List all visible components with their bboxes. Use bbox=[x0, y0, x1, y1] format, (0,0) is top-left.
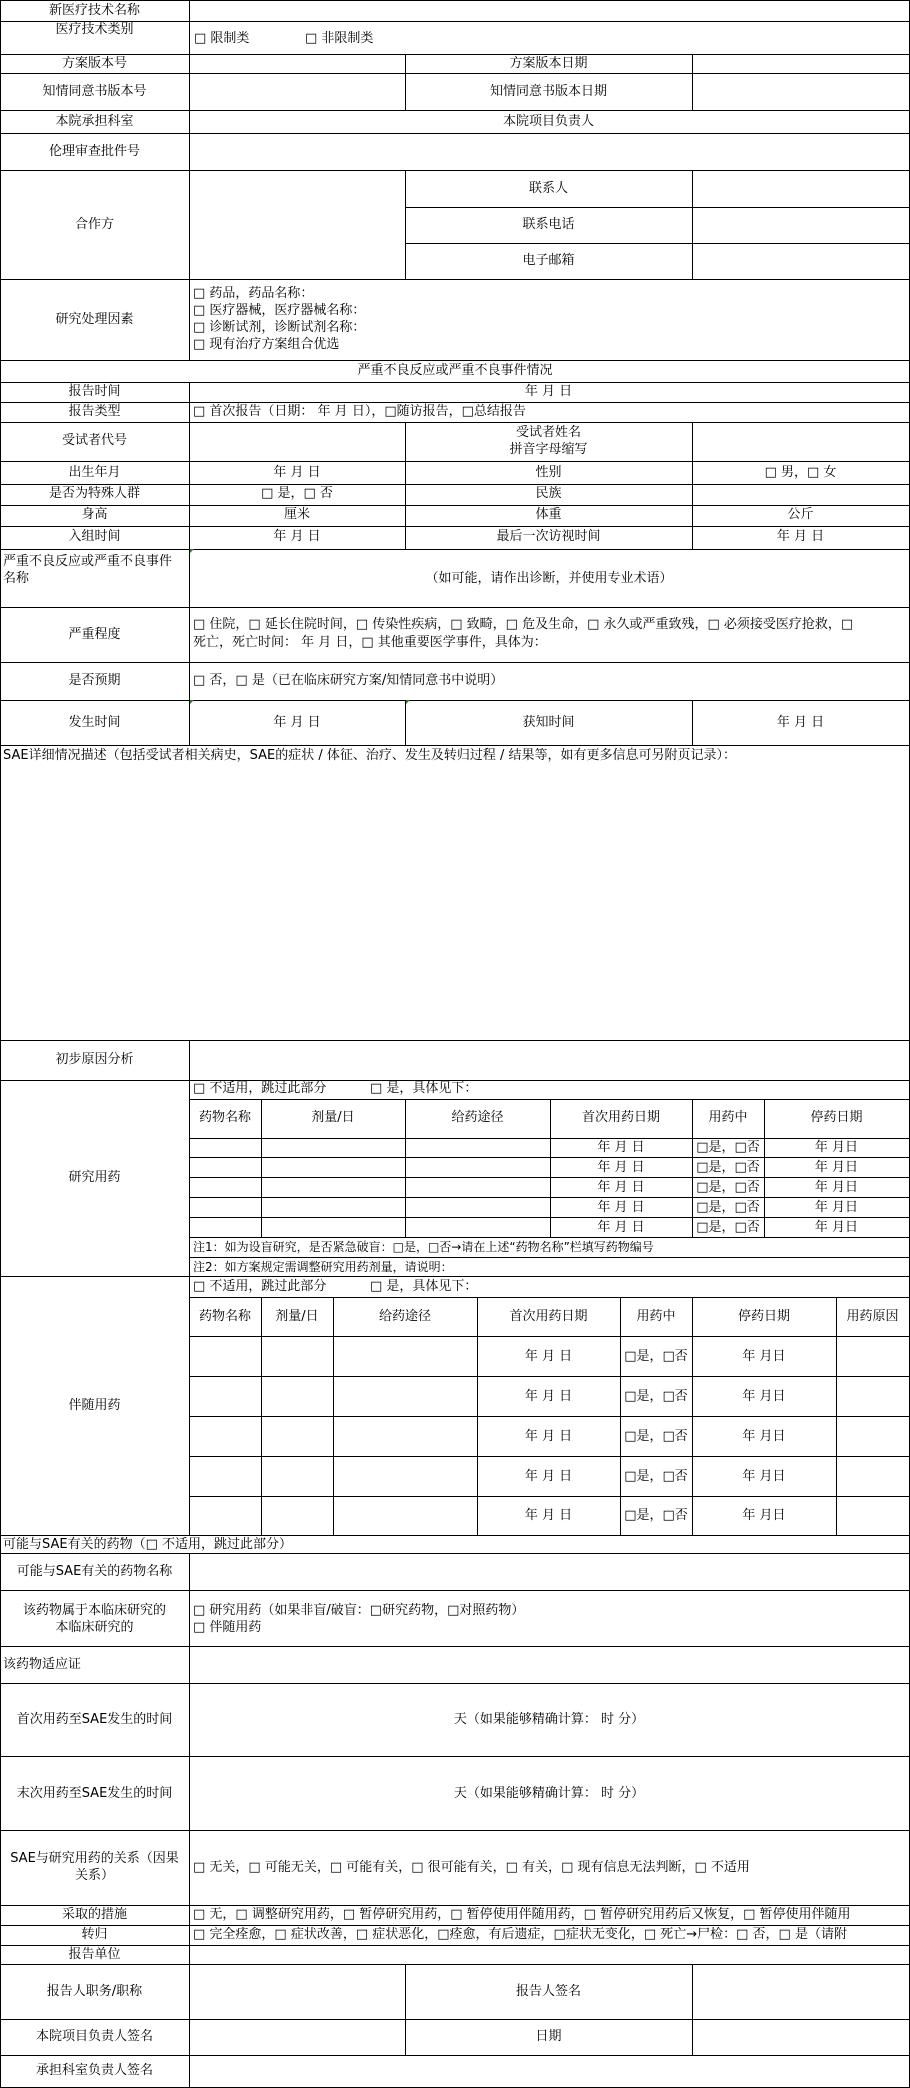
factor-device-label: 医疗器械，医疗器械名称： bbox=[209, 303, 366, 318]
study-drug-first-date: 年 月 日 bbox=[597, 1160, 645, 1175]
unrestricted-label: 非限制类 bbox=[321, 31, 374, 46]
grid-line bbox=[0, 484, 910, 485]
severity-options-line1: 住院，□ 延长住院时间，□ 传染性疾病，□ 致畸，□ 危及生命，□ 永久或严重致残，□ 必须接受医疗抢救，□ bbox=[209, 617, 854, 632]
subject-name-label: 受试者姓名 bbox=[515, 425, 581, 440]
study-drug-stop-date: 年 月日 bbox=[814, 1200, 859, 1215]
concomitant-col-reason: 用药原因 bbox=[846, 1309, 899, 1324]
restricted-checkbox[interactable]: □ 限制类 bbox=[194, 31, 250, 46]
dept-head-sign-label: 承担科室负责人签名 bbox=[35, 2063, 153, 2078]
factor-drug-checkbox[interactable]: □ 药品，药品名称： bbox=[193, 286, 314, 301]
concomitant-skip-label: 不适用，跳过此部分 bbox=[209, 1279, 327, 1294]
grid-line bbox=[0, 526, 910, 527]
expected-options[interactable]: □ 否，□ 是（已在临床研究方案/知情同意书中说明） bbox=[193, 673, 504, 688]
special-group-label: 是否为特殊人群 bbox=[48, 486, 140, 501]
expected-label: 是否预期 bbox=[68, 673, 121, 688]
first-to-sae-value: 天（如果能够精确计算： 时 分） bbox=[453, 1712, 645, 1727]
grid-line bbox=[189, 1416, 910, 1417]
severity-options-line2: 死亡，死亡时间： 年 月 日，□ 其他重要医学事件，具体为： bbox=[193, 635, 547, 650]
relation-options-text: 无关，□ 可能无关，□ 可能有关，□ 很可能有关，□ 有关，□ 现有信息无法判断，□ 不适用 bbox=[209, 1860, 750, 1875]
grid-line bbox=[0, 133, 910, 134]
grid-line bbox=[0, 505, 910, 506]
study-drug-stop-date: 年 月日 bbox=[814, 1180, 859, 1195]
study-drug-col-name: 药物名称 bbox=[198, 1110, 251, 1125]
grid-line bbox=[189, 1297, 910, 1298]
plan-date-label: 方案版本日期 bbox=[509, 56, 588, 71]
study-drug-stop-date: 年 月日 bbox=[814, 1220, 859, 1235]
comment-marker bbox=[190, 700, 194, 704]
factor-drug-label: 药品，药品名称： bbox=[209, 286, 314, 301]
concomitant-in-use[interactable]: □是，□否 bbox=[624, 1389, 688, 1404]
concomitant-yes-label: 是，具体见下： bbox=[386, 1279, 478, 1294]
grid-line bbox=[0, 170, 910, 171]
measures-options-text: 无，□ 调整研究用药，□ 暂停研究用药，□ 暂停使用伴随用药，□ 暂停研究用药后又恢复，□ 暂停使用伴随用 bbox=[209, 1907, 851, 1922]
concomitant-in-use[interactable]: □是，□否 bbox=[624, 1469, 688, 1484]
concomitant-col-route: 给药途径 bbox=[378, 1309, 431, 1324]
sex-female-label: 女 bbox=[823, 465, 837, 480]
study-drug-first-date: 年 月 日 bbox=[597, 1140, 645, 1155]
drug-belong-label-2: 本临床研究的 bbox=[55, 1620, 134, 1635]
grid-line bbox=[0, 73, 910, 74]
grid-line bbox=[0, 1683, 910, 1684]
height-unit: 厘米 bbox=[283, 507, 310, 522]
severity-options[interactable]: □ 住院，□ 延长住院时间，□ 传染性疾病，□ 致畸，□ 危及生命，□ 永久或严重致残，□ 必须接受医疗抢救，□ bbox=[193, 617, 854, 632]
grid-line bbox=[189, 382, 190, 745]
belong-concomitant-label: 伴随用药 bbox=[209, 1620, 262, 1635]
grid-line bbox=[0, 279, 910, 280]
study-drug-first-date: 年 月 日 bbox=[597, 1180, 645, 1195]
comment-marker bbox=[190, 549, 194, 553]
concomitant-first-date: 年 月 日 bbox=[524, 1429, 573, 1444]
grid-line bbox=[0, 1040, 910, 1041]
consent-version-label: 知情同意书版本号 bbox=[42, 84, 147, 99]
grid-line bbox=[692, 170, 693, 279]
email-label: 电子邮箱 bbox=[522, 253, 575, 268]
report-unit-label: 报告单位 bbox=[68, 1947, 121, 1962]
concomitant-col-dose: 剂量/日 bbox=[275, 1309, 319, 1324]
concomitant-col-name: 药物名称 bbox=[198, 1309, 251, 1324]
pi-sign-label: 本院项目负责人签名 bbox=[35, 2029, 153, 2044]
study-drug-yes-checkbox[interactable]: □ 是，具体见下： bbox=[370, 1081, 478, 1096]
enroll-value: 年 月 日 bbox=[273, 529, 321, 544]
grid-line bbox=[0, 1553, 910, 1554]
factor-combo-checkbox[interactable]: □ 现有治疗方案组合优选 bbox=[193, 337, 340, 352]
concomitant-label: 伴随用药 bbox=[68, 1398, 121, 1413]
study-drug-stop-date: 年 月日 bbox=[814, 1140, 859, 1155]
event-name-label-2: 名称 bbox=[3, 571, 30, 586]
last-to-sae-label: 末次用药至SAE发生的时间 bbox=[16, 1786, 173, 1801]
study-drug-first-date: 年 月 日 bbox=[597, 1200, 645, 1215]
unrestricted-checkbox[interactable]: □ 非限制类 bbox=[305, 31, 374, 46]
factor-device-checkbox[interactable]: □ 医疗器械，医疗器械名称： bbox=[193, 303, 366, 318]
study-drug-yes-label: 是，具体见下： bbox=[386, 1081, 478, 1096]
report-type-label: 报告类型 bbox=[68, 404, 121, 419]
factor-reagent-checkbox[interactable]: □ 诊断试剂，诊断试剂名称： bbox=[193, 320, 366, 335]
occur-value: 年 月 日 bbox=[273, 715, 321, 730]
concomitant-first-date: 年 月 日 bbox=[524, 1469, 573, 1484]
grid-line bbox=[0, 1925, 910, 1926]
pi-sign-date-label: 日期 bbox=[535, 2029, 562, 2044]
related-drug-title: 可能与SAE有关的药物（□ 不适用，跳过此部分） bbox=[3, 1537, 293, 1552]
sae-section-title: 严重不良反应或严重不良事件情况 bbox=[357, 363, 553, 378]
grid-line bbox=[620, 1297, 621, 1536]
known-value: 年 月 日 bbox=[776, 715, 825, 730]
partner-label: 合作方 bbox=[74, 217, 114, 232]
grid-line bbox=[692, 54, 693, 110]
grid-line bbox=[0, 1756, 910, 1757]
tech-category-label: 医疗技术类别 bbox=[55, 22, 134, 37]
enroll-label: 入组时间 bbox=[68, 529, 121, 544]
concomitant-col-stop-date: 停药日期 bbox=[737, 1309, 790, 1324]
event-name-label: 严重不良反应或严重不良事件 bbox=[3, 554, 173, 569]
grid-line bbox=[0, 2055, 910, 2056]
ethics-label: 伦理审查批件号 bbox=[48, 144, 140, 159]
report-type-options-text: 首次报告（日期： 年 月 日），□随访报告，□总结报告 bbox=[209, 404, 526, 419]
concomitant-stop-date: 年 月日 bbox=[742, 1429, 786, 1444]
special-yes-label: 是， bbox=[277, 486, 304, 501]
grid-line bbox=[836, 1297, 837, 1536]
comment-marker bbox=[406, 700, 410, 704]
grid-line bbox=[0, 549, 910, 550]
grid-line bbox=[0, 745, 910, 746]
grid-line bbox=[0, 2019, 910, 2020]
grid-line bbox=[0, 0, 910, 1]
sex-male-label: 男， bbox=[780, 465, 807, 480]
first-to-sae-label: 首次用药至SAE发生的时间 bbox=[16, 1712, 173, 1727]
subject-name-label-2: 拼音字母缩写 bbox=[509, 442, 588, 457]
concomitant-first-date: 年 月 日 bbox=[524, 1349, 573, 1364]
study-drug-note-2: 注2：如方案规定需调整研究用药剂量，请说明： bbox=[193, 1260, 453, 1274]
phone-label: 联系电话 bbox=[522, 217, 575, 232]
study-drug-label: 研究用药 bbox=[68, 1170, 121, 1185]
grid-line bbox=[0, 662, 910, 663]
grid-line bbox=[333, 1297, 334, 1536]
concomitant-in-use[interactable]: □是，□否 bbox=[624, 1429, 688, 1444]
study-drug-col-dose: 剂量/日 bbox=[311, 1110, 355, 1125]
severity-label: 严重程度 bbox=[68, 627, 121, 642]
special-no-label: 否 bbox=[319, 486, 333, 501]
grid-line bbox=[0, 402, 910, 403]
birth-label: 出生年月 bbox=[68, 465, 121, 480]
consent-date-label: 知情同意书版本日期 bbox=[489, 84, 607, 99]
grid-line bbox=[189, 1456, 910, 1457]
grid-line bbox=[189, 1376, 910, 1377]
related-drug-name-label: 可能与SAE有关的药物名称 bbox=[16, 1564, 173, 1579]
factor-reagent-label: 诊断试剂，诊断试剂名称： bbox=[209, 320, 366, 335]
concomitant-yes-checkbox[interactable]: □ 是，具体见下： bbox=[370, 1279, 478, 1294]
occur-label: 发生时间 bbox=[68, 715, 121, 730]
grid-line bbox=[0, 1964, 910, 1965]
expected-options-text: 否，□ 是（已在临床研究方案/知情同意书中说明） bbox=[209, 673, 504, 688]
report-type-options[interactable]: □ 首次报告（日期： 年 月 日），□随访报告，□总结报告 bbox=[193, 404, 526, 419]
study-drug-skip-checkbox[interactable]: □ 不适用，跳过此部分 bbox=[193, 1081, 327, 1096]
grid-line bbox=[189, 0, 190, 360]
belong-concomitant-checkbox[interactable]: □ 伴随用药 bbox=[193, 1620, 262, 1635]
grid-line bbox=[0, 1590, 910, 1591]
grid-line bbox=[692, 1297, 693, 1536]
study-drug-col-first-date: 首次用药日期 bbox=[581, 1110, 660, 1125]
reporter-sign-label: 报告人签名 bbox=[515, 1984, 581, 1999]
study-drug-in-use[interactable]: □是，□否 bbox=[696, 1220, 760, 1235]
study-drug-in-use[interactable]: □是，□否 bbox=[696, 1160, 760, 1175]
concomitant-col-first-date: 首次用药日期 bbox=[509, 1309, 588, 1324]
indication-label: 该药物适应证 bbox=[3, 1657, 82, 1672]
subject-code-label: 受试者代号 bbox=[61, 433, 127, 448]
grid-line bbox=[0, 1535, 910, 1536]
grid-line bbox=[189, 1257, 910, 1258]
plan-version-label: 方案版本号 bbox=[61, 56, 127, 71]
belong-study-drug-checkbox[interactable]: □ 研究用药（如果非盲/破盲：□研究药物，□对照药物） bbox=[193, 1603, 525, 1618]
grid-line bbox=[0, 422, 910, 423]
study-drug-in-use[interactable]: □是，□否 bbox=[696, 1200, 760, 1215]
concomitant-col-in-use: 用药中 bbox=[636, 1309, 676, 1324]
study-drug-stop-date: 年 月日 bbox=[814, 1160, 859, 1175]
grid-line bbox=[0, 1945, 910, 1946]
measures-label: 采取的措施 bbox=[61, 1907, 127, 1922]
sex-options[interactable]: □ 男，□ 女 bbox=[764, 465, 837, 480]
weight-label: 体重 bbox=[535, 507, 562, 522]
concomitant-skip-checkbox[interactable]: □ 不适用，跳过此部分 bbox=[193, 1279, 327, 1294]
study-drug-in-use[interactable]: □是，□否 bbox=[696, 1140, 760, 1155]
concomitant-stop-date: 年 月日 bbox=[742, 1469, 786, 1484]
grid-line bbox=[0, 1905, 910, 1906]
grid-line bbox=[405, 243, 910, 244]
outcome-options-text: 完全痊愈，□ 症状改善，□ 症状恶化，□痊愈，有后遗症，□症状无变化，□ 死亡→尸检：□ 否，□ 是（请附 bbox=[209, 1927, 847, 1942]
grid-line bbox=[0, 1276, 910, 1277]
special-group-options[interactable]: □ 是，□ 否 bbox=[261, 486, 333, 501]
study-drug-col-stop-date: 停药日期 bbox=[810, 1110, 863, 1125]
measures-options[interactable]: □ 无，□ 调整研究用药，□ 暂停研究用药，□ 暂停使用伴随用药，□ 暂停研究用药后又恢复，□ 暂停使用伴随用 bbox=[193, 1907, 851, 1922]
restricted-label: 限制类 bbox=[210, 31, 250, 46]
concomitant-in-use[interactable]: □是，□否 bbox=[624, 1508, 688, 1523]
grid-line bbox=[0, 360, 910, 361]
relation-label: SAE与研究用药的关系（因果 bbox=[10, 1851, 179, 1866]
detail-label: SAE详细情况描述（包括受试者相关病史，SAE的症状 / 体征、治疗、发生及转归过程 / 结果等，如有更多信息可另附页记录）： bbox=[3, 748, 736, 763]
last-to-sae-value: 天（如果能够精确计算： 时 分） bbox=[453, 1786, 645, 1801]
relation-options[interactable]: □ 无关，□ 可能无关，□ 可能有关，□ 很可能有关，□ 有关，□ 现有信息无法判断，□ 不适用 bbox=[193, 1860, 750, 1875]
grid-line bbox=[692, 1964, 693, 2055]
report-time-label: 报告时间 bbox=[68, 384, 121, 399]
last-visit-label: 最后一次访视时间 bbox=[496, 529, 601, 544]
concomitant-stop-date: 年 月日 bbox=[742, 1389, 786, 1404]
ethnic-label: 民族 bbox=[535, 486, 562, 501]
grid-line bbox=[405, 207, 910, 208]
outcome-options[interactable]: □ 完全痊愈，□ 症状改善，□ 症状恶化，□痊愈，有后遗症，□症状无变化，□ 死亡→尸检：□ 否，□ 是（请附 bbox=[193, 1927, 847, 1942]
outcome-label: 转归 bbox=[81, 1927, 108, 1942]
contact-label: 联系人 bbox=[528, 181, 568, 196]
grid-line bbox=[189, 1336, 910, 1337]
sex-label: 性别 bbox=[535, 465, 562, 480]
belong-study-drug-label: 研究用药（如果非盲/破盲：□研究药物，□对照药物） bbox=[209, 1603, 525, 1618]
factors-label: 研究处理因素 bbox=[55, 312, 134, 327]
study-drug-first-date: 年 月 日 bbox=[597, 1220, 645, 1235]
grid-line bbox=[189, 1496, 910, 1497]
study-drug-skip-label: 不适用，跳过此部分 bbox=[209, 1081, 327, 1096]
event-name-hint: （如可能，请作出诊断，并使用专业术语） bbox=[425, 571, 673, 586]
pi-label: 本院项目负责人 bbox=[502, 114, 594, 129]
weight-unit: 公斤 bbox=[787, 507, 814, 522]
study-drug-col-route: 给药途径 bbox=[451, 1110, 504, 1125]
concomitant-stop-date: 年 月日 bbox=[742, 1508, 786, 1523]
reporter-title-label: 报告人职务/职称 bbox=[46, 1984, 143, 1999]
grid-line bbox=[261, 1297, 262, 1536]
dept-label: 本院承担科室 bbox=[55, 114, 134, 129]
grid-line bbox=[477, 1297, 478, 1536]
grid-line bbox=[0, 110, 910, 111]
grid-line bbox=[0, 461, 910, 462]
last-visit-value: 年 月 日 bbox=[776, 529, 825, 544]
concomitant-stop-date: 年 月日 bbox=[742, 1349, 786, 1364]
height-label: 身高 bbox=[81, 507, 108, 522]
study-drug-col-in-use: 用药中 bbox=[708, 1110, 748, 1125]
cause-label: 初步原因分析 bbox=[55, 1052, 134, 1067]
grid-line bbox=[0, 1830, 910, 1831]
study-drug-in-use[interactable]: □是，□否 bbox=[696, 1180, 760, 1195]
relation-label-2: 关系） bbox=[74, 1868, 114, 1883]
grid-line bbox=[0, 607, 910, 608]
grid-line bbox=[0, 1646, 910, 1647]
known-label: 获知时间 bbox=[522, 715, 575, 730]
concomitant-in-use[interactable]: □是，□否 bbox=[624, 1349, 688, 1364]
report-time-value: 年 月 日 bbox=[524, 384, 573, 399]
factor-combo-label: 现有治疗方案组合优选 bbox=[209, 337, 340, 352]
grid-line bbox=[189, 1553, 190, 2088]
grid-line bbox=[0, 700, 910, 701]
study-drug-note-1: 注1：如为设盲研究，是否紧急破盲：□是，□否→请在上述“药物名称”栏填写药物编号 bbox=[193, 1240, 654, 1254]
grid-line bbox=[0, 382, 910, 383]
concomitant-first-date: 年 月 日 bbox=[524, 1508, 573, 1523]
concomitant-first-date: 年 月 日 bbox=[524, 1389, 573, 1404]
birth-value: 年 月 日 bbox=[273, 465, 321, 480]
drug-belong-label: 该药物属于本临床研究的 bbox=[22, 1603, 166, 1618]
tech-name-label: 新医疗技术名称 bbox=[48, 3, 140, 18]
grid-line bbox=[0, 54, 910, 55]
